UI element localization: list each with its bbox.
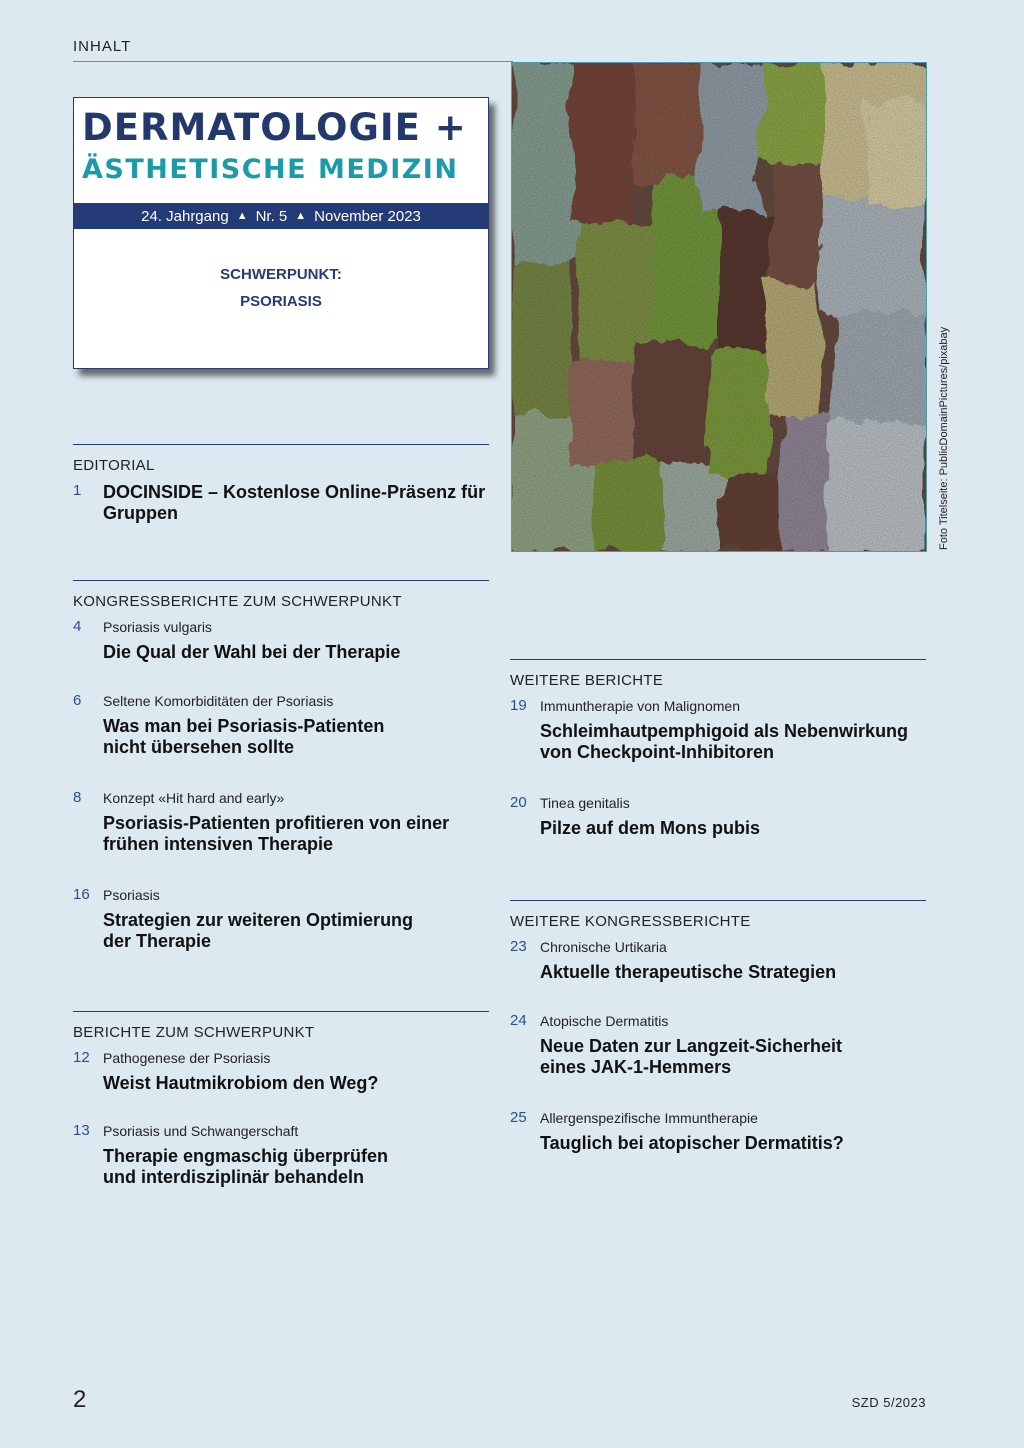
journal-title-line1: DERMATOLOGIE +	[82, 106, 467, 149]
entry-page: 16	[73, 886, 90, 903]
section-divider	[510, 659, 926, 660]
issue-date: November 2023	[314, 207, 421, 225]
entry-kicker: Tinea genitalis	[540, 795, 630, 811]
entry-page: 20	[510, 794, 527, 811]
journal-title-line2: ÄSTHETISCHE MEDIZIN	[82, 154, 459, 185]
section-label: INHALT	[73, 38, 132, 55]
section-heading: EDITORIAL	[73, 457, 155, 474]
entry-title: Pilze auf dem Mons pubis	[540, 818, 761, 838]
entry-kicker: Immuntherapie von Malignomen	[540, 698, 740, 714]
triangle-icon: ▲	[295, 210, 307, 222]
toc-entry[interactable]	[510, 938, 926, 983]
page-number: 2	[73, 1386, 87, 1413]
entry-page: 6	[73, 692, 82, 709]
entry-page: 12	[73, 1049, 90, 1066]
section-heading: WEITERE BERICHTE	[510, 672, 664, 689]
issue-reference: SZD 5/2023	[851, 1395, 926, 1410]
section-divider	[510, 900, 926, 901]
entry-kicker: Seltene Komorbiditäten der Psoriasis	[103, 693, 334, 709]
entry-page: 13	[73, 1122, 90, 1139]
entry-title: Strategien zur weiteren Optimierung der Therapie	[103, 910, 414, 951]
entry-page: 4	[73, 618, 82, 635]
focus-topic-name: PSORIASIS	[240, 293, 322, 310]
entry-title: Neue Daten zur Langzeit-Sicherheit eines JAK-1-Hemmers	[540, 1036, 843, 1077]
toc-entry[interactable]	[73, 618, 489, 663]
focus-label: SCHWERPUNKT:	[220, 266, 342, 283]
entry-page: 8	[73, 789, 82, 806]
entry-title: DOCINSIDE – Kostenlose Online-Präsenz für Gruppen	[103, 482, 486, 523]
entry-page: 23	[510, 938, 527, 955]
entry-page: 1	[73, 482, 82, 499]
entry-kicker: Atopische Dermatitis	[540, 1013, 669, 1029]
cover-photo-tree-bark	[511, 62, 927, 552]
entry-kicker: Pathogenese der Psoriasis	[103, 1050, 271, 1066]
focus-topic	[74, 261, 488, 315]
entry-title: Psoriasis-Patienten profitieren von einer frühen intensiven Therapie	[103, 813, 450, 854]
entry-page: 19	[510, 697, 527, 714]
entry-title: Therapie engmaschig überprüfen und interdisziplinär behandeln	[103, 1146, 389, 1187]
entry-kicker: Psoriasis vulgaris	[103, 619, 212, 635]
entry-kicker: Psoriasis	[103, 887, 160, 903]
bark-texture-image	[512, 63, 926, 551]
toc-entry[interactable]	[73, 482, 489, 524]
toc-entry[interactable]	[510, 697, 926, 763]
section-heading: BERICHTE ZUM SCHWERPUNKT	[73, 1024, 315, 1041]
issue-number: Nr. 5	[255, 207, 288, 225]
entry-title: Die Qual der Wahl bei der Therapie	[103, 642, 401, 662]
entry-title: Weist Hautmikrobiom den Weg?	[103, 1073, 379, 1093]
entry-kicker: Konzept «Hit hard and early»	[103, 790, 285, 806]
triangle-icon: ▲	[236, 210, 248, 222]
photo-credit: Foto Titelseite: PublicDomainPictures/pixabay	[938, 326, 950, 550]
toc-entry[interactable]	[73, 886, 489, 952]
section-divider	[73, 580, 489, 581]
toc-entry[interactable]	[73, 692, 489, 758]
entry-title: Aktuelle therapeutische Strategien	[540, 962, 837, 982]
entry-title: Tauglich bei atopischer Dermatitis?	[540, 1133, 844, 1153]
entry-kicker: Psoriasis und Schwangerschaft	[103, 1123, 299, 1139]
entry-page: 24	[510, 1012, 527, 1029]
section-editorial	[73, 444, 489, 524]
toc-entry[interactable]	[73, 789, 489, 855]
section-divider	[73, 444, 489, 445]
entry-page: 25	[510, 1109, 527, 1126]
journal-cover-box	[73, 97, 489, 369]
issue-band	[74, 203, 488, 229]
section-kongressberichte-schwerpunkt	[73, 580, 489, 952]
entry-title: Was man bei Psoriasis-Patienten nicht übersehen sollte	[103, 716, 385, 757]
entry-kicker: Allergenspezifische Immuntherapie	[540, 1110, 758, 1126]
section-berichte-schwerpunkt	[73, 1011, 489, 1188]
toc-entry[interactable]	[73, 1122, 489, 1188]
toc-entry[interactable]	[73, 1049, 489, 1094]
toc-entry[interactable]	[510, 1012, 926, 1078]
section-heading: WEITERE KONGRESSBERICHTE	[510, 913, 751, 930]
issue-volume: 24. Jahrgang	[141, 207, 229, 225]
section-divider	[73, 1011, 489, 1012]
entry-kicker: Chronische Urtikaria	[540, 939, 667, 955]
section-weitere-berichte	[510, 659, 926, 839]
toc-entry[interactable]	[510, 1109, 926, 1154]
section-weitere-kongressberichte	[510, 900, 926, 1154]
section-heading: KONGRESSBERICHTE ZUM SCHWERPUNKT	[73, 593, 402, 610]
entry-title: Schleimhautpemphigoid als Nebenwirkung von Checkpoint-Inhibitoren	[540, 721, 909, 762]
toc-entry[interactable]	[510, 794, 926, 839]
top-divider	[73, 61, 513, 62]
